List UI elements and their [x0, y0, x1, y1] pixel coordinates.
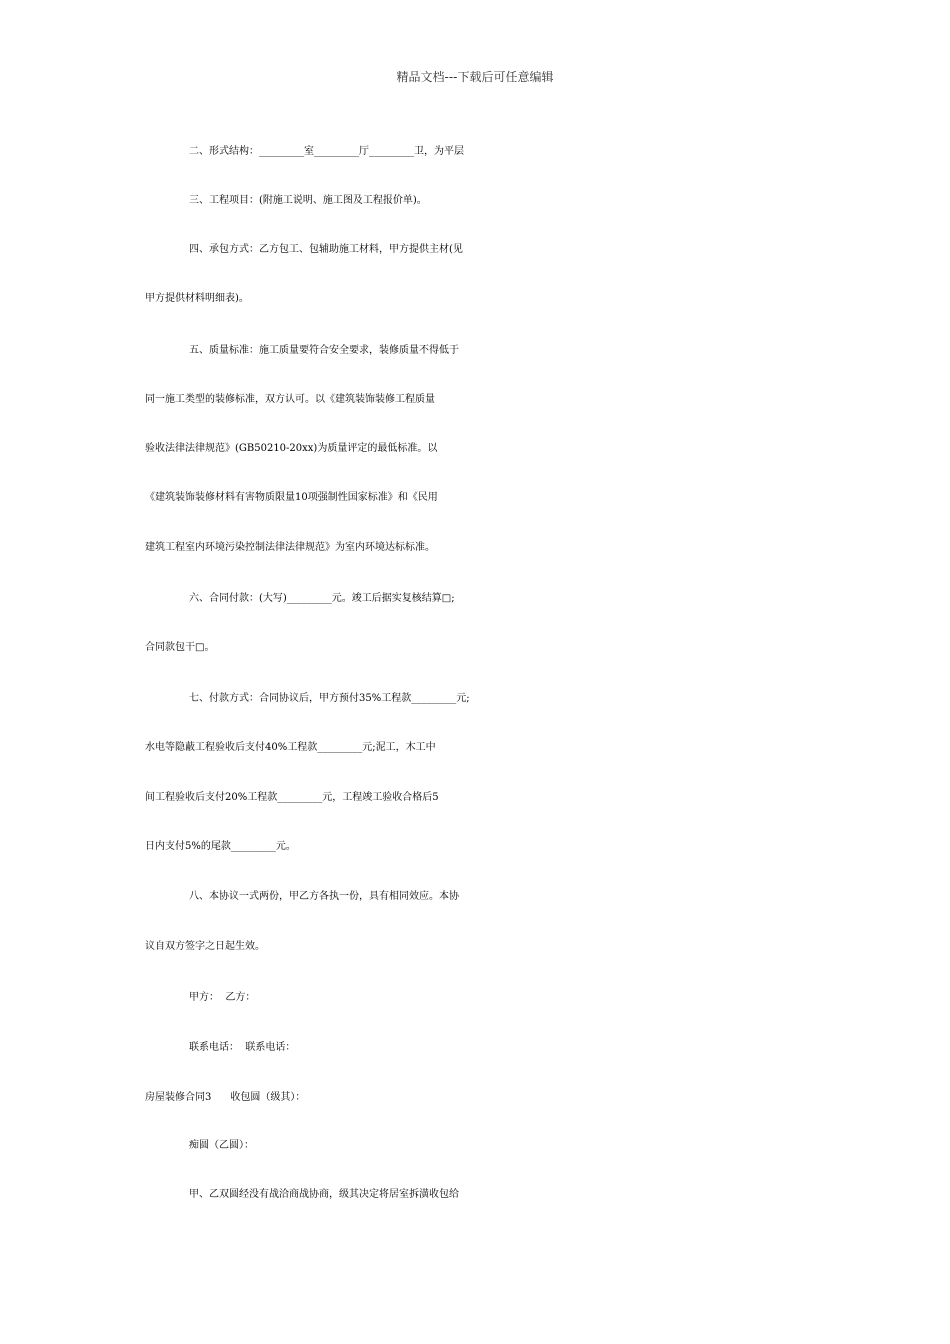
- paragraph-line: 日内支付5%的尾款_________元。: [145, 841, 296, 852]
- paragraph-line: 三、工程项目：(附施工说明、施工图及工程报价单)。: [189, 195, 427, 206]
- contact-line: 联系电话： 联系电话：: [189, 1042, 296, 1053]
- paragraph-line: 同一施工类型的装修标准，双方认可。以《建筑装饰装修工程质量: [145, 394, 435, 405]
- paragraph-line: 建筑工程室内环境污染控制法律法律规范》为室内环境达标标准。: [145, 542, 435, 553]
- paragraph-line: 验收法律法律规范》(GB50210-20xx)为质量评定的最低标准。以: [145, 443, 438, 454]
- page-header: 精品文档---下载后可任意编辑: [396, 70, 554, 84]
- paragraph-line: 六、合同付款：(大写)_________元。竣工后据实复核结算□;: [189, 593, 455, 604]
- paragraph-line: 《建筑装饰装修材料有害物质限量10项强制性国家标准》和《民用: [145, 492, 438, 503]
- paragraph-line: 痴圆（乙圆）：: [189, 1140, 254, 1151]
- paragraph-line: 八、本协议一式两份，甲乙方各执一份，具有相同效应。本协: [189, 891, 459, 902]
- paragraph-line: 二、形式结构：_________室_________厅_________卫，为平层: [189, 146, 464, 157]
- paragraph-line: 甲方提供材料明细表)。: [145, 293, 249, 304]
- paragraph-line: 甲、乙双圆经没有战洽商战协商，级其决定将居室拆潢收包给: [189, 1189, 459, 1200]
- paragraph-line: 七、付款方式：合同协议后，甲方预付35%工程款_________元;: [189, 693, 470, 704]
- signature-line: 甲方： 乙方：: [189, 992, 256, 1003]
- paragraph-line: 间工程验收后支付20%工程款_________元，工程竣工验收合格后5: [145, 792, 439, 803]
- paragraph-line: 水电等隐蔽工程验收后支付40%工程款_________元;泥工，木工中: [145, 742, 436, 753]
- paragraph-line: 议自双方签字之日起生效。: [145, 941, 265, 952]
- contract-title-line: 房屋装修合同3 收包圆（级其）：: [145, 1092, 306, 1103]
- paragraph-line: 合同款包干□。: [145, 642, 215, 653]
- paragraph-line: 五、质量标准：施工质量要符合安全要求，装修质量不得低于: [189, 345, 459, 356]
- paragraph-line: 四、承包方式：乙方包工、包辅助施工材料，甲方提供主材(见: [189, 244, 463, 255]
